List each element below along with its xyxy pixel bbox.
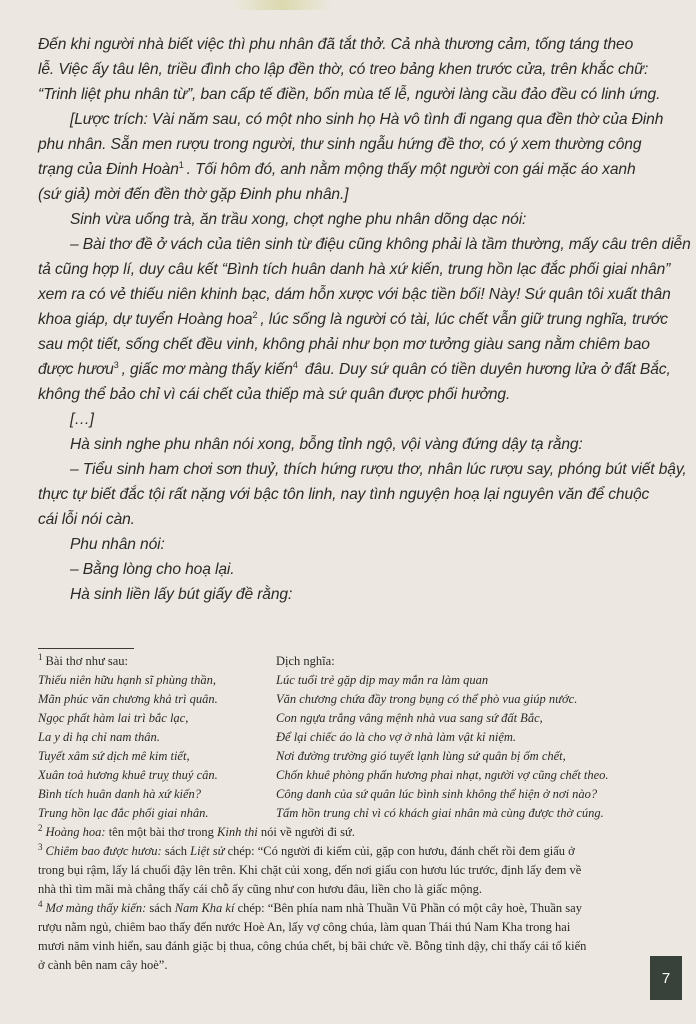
footnote-mark-4: 4 [38,898,43,909]
line14-mid: , giấc mơ màng thấy kiến [121,361,293,378]
footnote-mark-2: 2 [38,822,43,833]
poem-header-left [38,652,276,671]
footnote-2 [38,823,658,842]
footnote-4-line-2: rượu nằm ngủ, chiêm bao thấy đến nước Hoè An, lấy vợ công chúa, làm quan Thái thú Nam Kha trong hai [38,920,571,934]
poem-right-5: Nơi đường trường gió tuyết lạnh lùng sứ quân bị ốm chết, [276,749,566,763]
text-line-8: Sinh vừa uống trà, ăn trầu xong, chợt nghe phu nhân dõng dạc nói: [70,211,527,228]
poem-header-right: Dịch nghĩa: [276,654,335,668]
text-line-22: – Bằng lòng cho hoạ lại. [70,561,235,578]
poem-line-2 [38,690,658,709]
poem-line-4 [38,728,658,747]
text-line-9: – Bài thơ đề ở vách của tiên sinh từ điệu cũng không phải là tầm thường, mấy câu trên diễn [70,236,691,253]
footnote-3-line-1 [38,842,658,861]
footnote-4-line-4: ở cành bên nam cây hoè”. [38,958,168,972]
poem-left-1: Thiếu niên hữu hạnh sĩ phùng thần, [38,673,216,687]
footnote-2-title: Hoàng hoa: [45,825,106,839]
line12-start: khoa giáp, dự tuyển Hoàng hoa [38,311,253,328]
footnote-2-book: Kinh thi [217,825,258,839]
text-line-13: sau một tiết, sống chết đều vinh, không phải như bọn mơ tưởng giàu sang nằm chiêm bao [38,336,650,353]
footnote-ref-3: 3 [113,359,119,370]
text-line-12 [38,307,668,332]
footnote-4-line-3: mươi năm vinh hiển, sau đánh giặc bị thua, công chúa chết, bị bãi chức về. Bỗng tỉnh dậy, chỉ thấy cái tổ kiến [38,939,587,953]
top-decorative-band [232,0,332,10]
text-line-19: thực tự biết đắc tội rất nặng với bậc tôn linh, nay tình nguyện hoạ lại nguyên văn để chuộc [38,486,650,503]
footnote-4-line-1-rest: chép: “Bên phía nam nhà Thuần Vũ Phần có một cây hoè, Thuần say [234,901,582,915]
poem-left-4: La y di hạ chỉ nam thân. [38,730,160,744]
line6-start: trạng của Đinh Hoàn [38,161,179,178]
text-line-16: […] [70,411,94,428]
poem-line-5 [38,747,658,766]
poem-left-5: Tuyết xâm sứ dịch mê kim tiết, [38,749,190,763]
text-line-6 [38,157,654,182]
line12-rest: , lúc sống là người có tài, lúc chết vẫn giữ trung nghĩa, trước [260,311,668,328]
footnote-3-title: Chiêm bao được hươu: [45,844,162,858]
text-line-23: Hà sinh liền lấy bút giấy đề rằng: [70,586,293,603]
line6-rest: . Tối hôm đó, anh nằm mộng thấy một người con gái mặc áo xanh [186,161,636,178]
poem-right-4: Để lại chiếc áo là cho vợ ở nhà làm vật kỉ niệm. [276,730,517,744]
text-line-3: “Trinh liệt phu nhân từ”, ban cấp tế điền, bốn mùa tế lễ, người làng cầu đảo đều có linh ứng. [38,86,661,103]
footnote-4-title: Mơ màng thấy kiến: [45,901,147,915]
poem-right-2: Văn chương chứa đầy trong bụng có thể phò vua giúp nước. [276,692,578,706]
text-line-5: phu nhân. Sẵn men rượu trong người, thư sinh ngẫu hứng đề thơ, có ý xem thường công [38,136,642,153]
poem-right-7: Công danh của sứ quân lúc bình sinh không thể hiện ở nơi nào? [276,787,598,801]
poem-right-3: Con ngựa trắng vâng mệnh nhà vua sang sứ đất Bắc, [276,711,543,725]
text-line-20: cái lỗi nói càn. [38,511,135,528]
footnote-mark-1: 1 [38,651,43,662]
footnote-divider [38,648,134,649]
poem-left-3: Ngọc phất hàm lai trì bắc lạc, [38,711,189,725]
footnote-3-book: Liệt sử [190,844,225,858]
text-line-2: lễ. Việc ấy tâu lên, triều đình cho lập đền thờ, có treo bảng khen trước cửa, trên khắc chữ: [38,61,649,78]
text-line-7: (sứ giả) mời đến đền thờ gặp Đinh phu nhân.] [38,186,349,203]
poem-right-6: Chốn khuê phòng phấn hương phai nhạt, người vợ cũng chết theo. [276,768,609,782]
poem-right-8: Tấm hồn trung chỉ vì có khách giai nhân mà cùng được thờ cúng. [276,806,604,820]
footnote-ref-2: 2 [252,309,258,320]
footnote-2-text-b: nói về người đi sứ. [257,825,355,839]
page-number-badge [650,956,682,1000]
poem-left-8: Trung hồn lạc đắc phối giai nhân. [38,806,209,820]
footnote-4-line-1 [38,899,658,918]
poem-left-6: Xuân toả hương khuê truỵ thuý cân. [38,768,218,782]
line14-rest: đâu. Duy sứ quân có tiền duyên hương lửa ở đất Bắc, [300,361,671,378]
footnote-3-line-3: nhà thì tìm mãi mà chẳng thấy cái chỗ ấy cũng như con hươu đâu, liền cho là giấc mộng. [38,882,482,896]
poem-line-7 [38,785,658,804]
poem-line-8 [38,804,658,823]
footnote-mark-3: 3 [38,841,43,852]
footnote-3-line-1-rest: chép: “Có người đi kiếm củi, gặp con hươu, đánh chết rồi đem giấu ở [224,844,575,858]
footnote-3-line-2: trong bụi rậm, lấy lá chuối đậy lên trên. Khi chặt củi xong, đến nơi giấu con hươu lúc trước, định lấy đem về [38,863,582,877]
footnote-2-text-a: tên một bài thơ trong [105,825,218,839]
text-line-14 [38,357,671,382]
text-line-21: Phu nhân nói: [70,536,165,553]
poem-line-1 [38,671,658,690]
poem-line-3 [38,709,658,728]
footnote-ref-4: 4 [292,359,298,370]
poem-header-left-text: Bài thơ như sau: [45,654,128,668]
text-line-4: [Lược trích: Vài năm sau, có một nho sinh họ Hà vô tình đi ngang qua đền thờ của Đinh [70,111,664,128]
poem-left-7: Bình tích huân danh hà xứ kiến? [38,787,202,801]
poem-line-6 [38,766,658,785]
footnotes-section [38,652,658,975]
page-number: 7 [661,969,671,987]
text-line-1: Đến khi người nhà biết việc thì phu nhân đã tắt thở. Cả nhà thương cảm, tống táng theo [38,36,634,53]
poem-left-2: Mãn phúc văn chương khả trì quân. [38,692,218,706]
line14-start: được hươu [38,361,114,378]
poem-header [38,652,658,671]
text-line-15: không thể bảo chỉ vì cái chết của thiếp mà sứ quân được phối hưởng. [38,386,511,403]
text-line-18: – Tiểu sinh ham chơi sơn thuỷ, thích hứng rượu thơ, nhân lúc rượu say, phóng bút viết bậy, [70,461,687,478]
footnote-4-text-a: sách [146,901,175,915]
footnote-3-text-a: sách [161,844,191,858]
text-line-10: tả cũng hợp lí, duy câu kết “Bình tích huân danh hà xứ kiến, trung hồn lạc đắc phối giai nhân” [38,261,671,278]
footnote-4-book: Nam Kha kí [174,901,235,915]
main-text [38,32,691,607]
poem-right-1: Lúc tuổi trẻ gặp dịp may mắn ra làm quan [276,673,489,687]
text-line-11: xem ra có vẻ thiếu niên khinh bạc, dám hỗn xược với bậc tiền bối! Này! Sứ quân tôi xuất thân [38,286,671,303]
footnote-ref-1: 1 [178,159,184,170]
text-line-17: Hà sinh nghe phu nhân nói xong, bỗng tỉnh ngộ, vội vàng đứng dậy tạ rằng: [70,436,583,453]
